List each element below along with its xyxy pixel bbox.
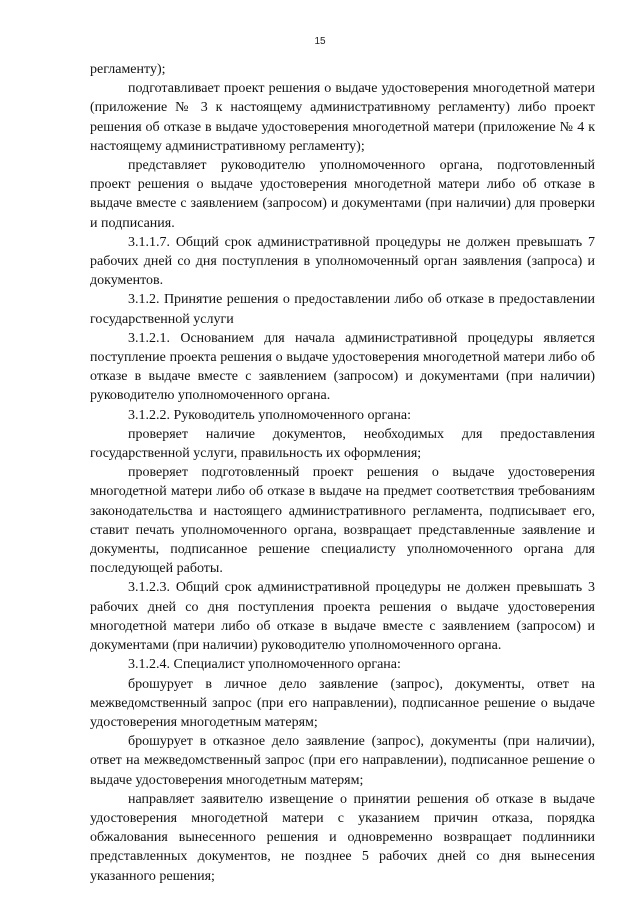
paragraph: подготавливает проект решения о выдаче удостоверения многодетной матери (приложение № 3 к настоящему административному регламенту) либо проект решения об отказе в выдаче удостоверения многодетной матери (приложение № 4 к настоящему административному регламенту); bbox=[90, 81, 595, 154]
paragraph-clause-3-1-2-1: 3.1.2.1. Основанием для начала административной процедуры является поступление проекта решения о выдаче удостоверения многодетной матери либо об отказе в выдаче вместе с заявлением (запросом) и документами (при наличии) руководителю уполномоченного органа. bbox=[90, 330, 595, 404]
paragraph: направляет заявителю извещение о принятии решения об отказе в выдаче удостоверения многодетной матери с указанием причин отказа, порядка обжалования вынесенного решения и одновременно возвращает подлинники представленных документов, не позднее 5 рабочих дней со дня вынесения указанного решения; bbox=[90, 791, 595, 884]
paragraph: брошурует в личное дело заявление (запрос), документы, ответ на межведомственный запрос (при его направлении), подписанное решение о выдаче удостоверения многодетным матерям; bbox=[90, 676, 595, 730]
document-body bbox=[90, 60, 595, 886]
paragraph: представляет руководителю уполномоченного органа, подготовленный проект решения о выдаче удостоверения многодетной матери либо об отказе в выдаче вместе с заявлением (запросом) и документами (при наличии) для проверки и подписания. bbox=[90, 158, 595, 231]
paragraph: брошурует в отказное дело заявление (запрос), документы (при наличии), ответ на межведомственный запрос (при его направлении), подписанное решение о выдаче удостоверения многодетным матерям; bbox=[90, 734, 595, 788]
page-number: 15 bbox=[314, 36, 326, 47]
paragraph: проверяет наличие документов, необходимых для предоставления государственной услуги, правильность их оформления; bbox=[90, 426, 595, 462]
paragraph-clause-3-1-2-4: 3.1.2.4. Специалист уполномоченного органа: bbox=[128, 657, 401, 673]
paragraph-clause-3-1-2-2: 3.1.2.2. Руководитель уполномоченного органа: bbox=[128, 407, 412, 423]
paragraph-clause-3-1-2-3: 3.1.2.3. Общий срок административной процедуры не должен превышать 3 рабочих дней со дня поступления проекта решения о выдаче удостоверения многодетной матери либо об отказе в выдаче вместе с заявлением (запросом) и документами (при наличии) руководителю уполномоченного органа. bbox=[90, 580, 595, 654]
paragraph-continuation: регламенту); bbox=[90, 62, 166, 77]
paragraph: проверяет подготовленный проект решения о выдаче удостоверения многодетной матери либо об отказе в выдаче на предмет соответствия требованиям законодательства и настоящего административного регламента, подписывает его, ставит печать уполномоченного органа, возвращает представленные заявление и документы, подписанное решение специалисту уполномоченного органа для последующей работы. bbox=[90, 465, 595, 577]
section-heading-3-1-2: 3.1.2. Принятие решения о предоставлении либо об отказе в предоставлении государственной услуги bbox=[90, 292, 595, 327]
paragraph-clause-3-1-1-7: 3.1.1.7. Общий срок административной процедуры не должен превышать 7 рабочих дней со дня поступления в уполномоченный орган заявления (запроса) и документов. bbox=[90, 234, 595, 289]
